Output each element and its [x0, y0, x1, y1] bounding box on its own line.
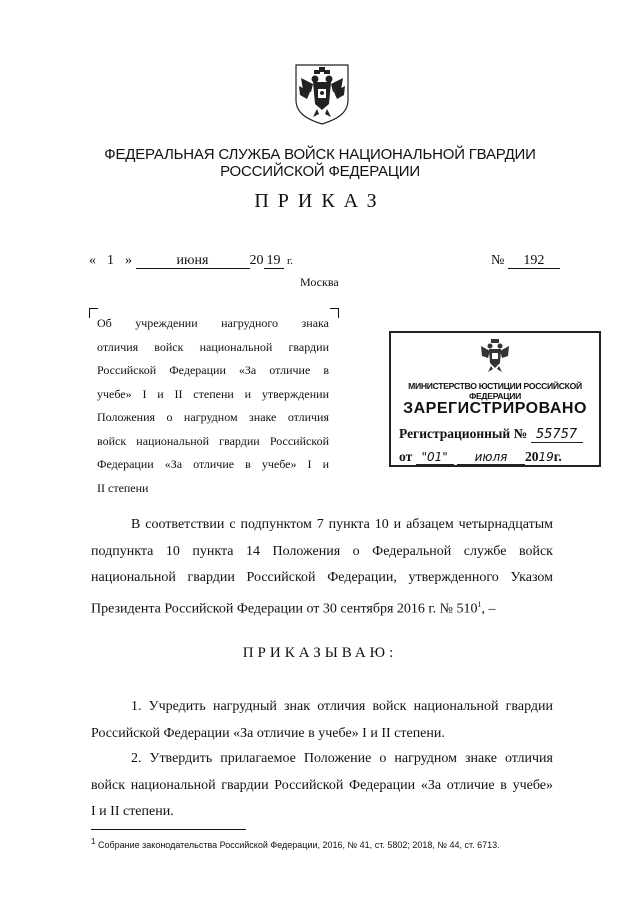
stamp-date-day: "01" [416, 450, 454, 465]
order-number [491, 253, 560, 269]
item-1-line: 1. Учредить нагрудный знак отличия войск национальной гвардии [131, 699, 553, 714]
stamp-emblem [479, 337, 511, 373]
item-2-line: 2. Утвердить прилагаемое Положение о нагрудном знаке отличия [131, 751, 553, 766]
stamp-date-year-prefix: 20 [524, 449, 539, 464]
subject-line: войск национальной гвардии Российской [97, 433, 329, 448]
subject-line: учебе» I и II степени и утверждении [97, 386, 329, 401]
stamp-date-from: от [399, 449, 413, 464]
date-year-prefix: 20 [249, 253, 264, 268]
date-quote-open: « [89, 253, 96, 268]
subject-line: Российской Федерации «За отличие в [97, 363, 329, 377]
stamp-reg-number [399, 426, 583, 443]
date-quote-close: » [125, 253, 132, 268]
registration-stamp [389, 331, 601, 467]
footnote-text: Собрание законодательства Российской Федерации, 2016, № 41, ст. 5802; 2018, № 44, ст. 6713. [97, 840, 500, 850]
stamp-reg-label: Регистрационный № [399, 426, 528, 441]
org-name-line-2: РОССИЙСКОЙ ФЕДЕРАЦИИ [220, 163, 420, 180]
preamble-line-last [91, 592, 553, 623]
date-month: июня [136, 254, 250, 269]
date-year-abbr: г. [287, 255, 294, 267]
footnote-mark: 1 [91, 837, 96, 846]
number-value: 192 [508, 254, 560, 269]
stamp-date-month: июля [457, 450, 525, 465]
subject-line: Об учреждении нагрудного знака [97, 316, 329, 330]
stamp-date-year-hand: 19 [538, 450, 554, 464]
order-date [89, 253, 293, 269]
item-2-line: I и II степени. [91, 804, 174, 819]
subject-line: Федерации «За отличие в учебе» I и [97, 457, 329, 471]
subject-line: II степени [97, 480, 149, 495]
footnote-ref: 1 [477, 599, 482, 609]
preamble-line: подпункта 10 пункта 14 Положения о Федеральной службе войск [91, 543, 553, 559]
preamble-line: национальной гвардии Российской Федерации, утвержденного Указом [91, 570, 553, 585]
org-name-line-1: ФЕДЕРАЛЬНАЯ СЛУЖБА ВОЙСК НАЦИОНАЛЬНОЙ ГВАРДИИ [104, 146, 536, 163]
stamp-ministry: МИНИСТЕРСТВО ЮСТИЦИИ РОССИЙСКОЙ ФЕДЕРАЦИИ [408, 381, 582, 401]
coat-of-arms-emblem [293, 62, 351, 126]
bracket-right [330, 308, 339, 318]
stamp-date-year-suffix: г. [553, 449, 562, 464]
city: Москва [300, 275, 339, 289]
stamp-date [399, 449, 562, 465]
subject-line: Положения о нагрудном знаке отличия [97, 410, 329, 424]
order-subject [97, 312, 329, 500]
stamp-reg-number-value: 55757 [531, 427, 583, 443]
decree-heading: ПРИКАЗЫВАЮ: [242, 645, 398, 661]
stamp-registered: ЗАРЕГИСТРИРОВАНО [403, 400, 587, 417]
preamble-end: , – [481, 601, 496, 617]
document-type-title: ПРИКАЗ [254, 190, 386, 212]
subject-line: отличия войск национальной гвардии [97, 339, 329, 354]
number-label: № [491, 253, 505, 268]
footnote-separator [91, 829, 246, 830]
preamble-paragraph [91, 512, 553, 623]
date-day: 1 [107, 253, 114, 268]
footnote [91, 837, 500, 850]
preamble-line: В соответствии с подпунктом 7 пункта 10 и абзацем четырнадцатым [131, 517, 553, 532]
item-1 [91, 694, 553, 747]
item-1-line: Российской Федерации «За отличие в учебе» I и II степени. [91, 725, 445, 741]
preamble-line: Президента Российской Федерации от 30 сентября 2016 г. № 510 [91, 601, 478, 617]
item-2-line: войск национальной гвардии Российской Федерации «За отличие в учебе» [91, 777, 553, 793]
item-2 [91, 746, 553, 826]
date-year-suffix: 19 [264, 254, 284, 269]
